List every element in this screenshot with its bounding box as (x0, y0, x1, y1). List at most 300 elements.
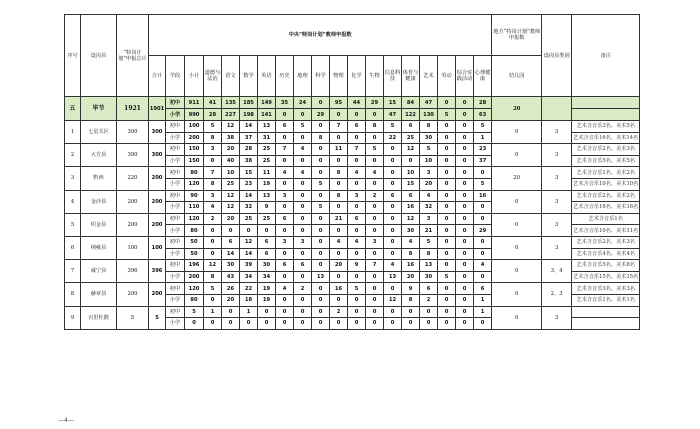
remark-note (572, 306, 640, 318)
subject-count: 0 (222, 318, 240, 330)
subject-count: 0 (348, 225, 366, 237)
central-total: 5 (149, 306, 166, 329)
subject-count: 5 (348, 283, 366, 295)
subject-count: 19 (258, 294, 276, 306)
header-local-title: 地方“特岗计划”教师申报数 (492, 15, 542, 56)
subject-count: 30 (402, 225, 420, 237)
subject-count: 8 (420, 248, 438, 260)
subject-count: 1 (474, 132, 492, 144)
subject-count: 0 (438, 236, 456, 248)
header-total: 合计 (149, 56, 166, 97)
subject-count: 0 (312, 167, 330, 179)
central-total: 200 (149, 283, 166, 306)
remark-note: 艺术含音乐16名、美术14名 (572, 132, 640, 144)
header-row (65, 15, 640, 56)
county-row (65, 306, 640, 318)
central-total: 200 (149, 190, 166, 213)
stage-subtotal: 150 (185, 155, 204, 167)
subject-count: 0 (456, 260, 474, 272)
subject-count: 0 (456, 109, 474, 121)
school-stage: 初中 (166, 236, 185, 248)
school-stage: 小学 (166, 248, 185, 260)
header-subject: 生物 (366, 56, 384, 97)
subject-count: 0 (438, 260, 456, 272)
subject-count: 13 (312, 271, 330, 283)
subject-count: 19 (258, 178, 276, 190)
subject-count: 0 (456, 236, 474, 248)
subject-count: 0 (294, 271, 312, 283)
subject-count: 0 (312, 260, 330, 272)
subject-count: 9 (258, 202, 276, 214)
central-total: 300 (149, 144, 166, 167)
subject-count: 3 (276, 236, 294, 248)
county-class: 2、3 (542, 283, 572, 306)
grand-total: 1921 (117, 97, 149, 121)
county-class: 3 (542, 190, 572, 213)
subject-count: 0 (294, 225, 312, 237)
subject-count: 0 (438, 167, 456, 179)
county-name: 纳雍县 (81, 236, 117, 259)
header-subject: 英语 (258, 56, 276, 97)
subject-count: 0 (276, 202, 294, 214)
subject-count: 13 (384, 271, 402, 283)
subject-count: 31 (258, 132, 276, 144)
subject-count: 24 (294, 97, 312, 109)
subject-count: 6 (420, 283, 438, 295)
subject-count: 0 (438, 178, 456, 190)
subject-count: 4 (474, 260, 492, 272)
subject-count: 12 (402, 144, 420, 156)
subject-count: 5 (384, 121, 402, 133)
school-stage: 小学 (166, 271, 185, 283)
subject-count: 0 (474, 236, 492, 248)
remark-note (572, 109, 640, 121)
subject-count: 3 (420, 213, 438, 225)
subject-count: 9 (348, 260, 366, 272)
subject-count: 5 (420, 236, 438, 248)
subject-count: 4 (420, 190, 438, 202)
grand-total: 200 (117, 213, 149, 236)
subject-count: 0 (222, 225, 240, 237)
school-stage: 初中 (166, 283, 185, 295)
subject-count: 0 (438, 213, 456, 225)
county-name: 金沙县 (81, 190, 117, 213)
central-total: 200 (149, 213, 166, 236)
kindergarten-count: 0 (492, 236, 542, 259)
subject-count: 0 (294, 306, 312, 318)
county-name: 毕节 (81, 97, 117, 121)
subject-count: 25 (222, 178, 240, 190)
subject-count: 0 (456, 306, 474, 318)
subject-count: 25 (258, 144, 276, 156)
county-class (542, 97, 572, 121)
subject-count: 0 (384, 248, 402, 260)
subject-count: 47 (384, 109, 402, 121)
school-stage: 初中 (166, 97, 185, 109)
subject-count: 6 (276, 213, 294, 225)
subject-count: 0 (438, 121, 456, 133)
subject-count: 34 (240, 271, 258, 283)
kindergarten-count: 20 (492, 97, 542, 121)
subject-count: 8 (312, 132, 330, 144)
subject-count: 6 (348, 121, 366, 133)
subject-count: 19 (258, 283, 276, 295)
school-stage: 初中 (166, 306, 185, 318)
subject-count: 5 (420, 144, 438, 156)
kindergarten-count: 0 (492, 306, 542, 329)
subject-count: 6 (294, 260, 312, 272)
subject-count: 0 (438, 283, 456, 295)
subject-count: 8 (330, 190, 348, 202)
subject-count: 7 (276, 144, 294, 156)
subject-count: 0 (366, 202, 384, 214)
remark-note: 艺术含音乐10名、美术10名 (572, 178, 640, 190)
header-subject: 艺术 (420, 56, 438, 97)
subject-count: 30 (258, 260, 276, 272)
subject-count: 37 (240, 132, 258, 144)
subject-count: 16 (330, 283, 348, 295)
header-no: 序号 (65, 15, 81, 97)
subject-count: 8 (366, 121, 384, 133)
subject-count: 141 (258, 109, 276, 121)
subject-count: 122 (402, 109, 420, 121)
subject-count: 2 (294, 283, 312, 295)
subject-count: 14 (222, 248, 240, 260)
subject-count: 12 (222, 202, 240, 214)
subject-count: 0 (312, 306, 330, 318)
subject-count: 15 (240, 167, 258, 179)
subject-count: 0 (474, 318, 492, 330)
subject-count: 0 (438, 155, 456, 167)
grand-total: 200 (117, 283, 149, 306)
subject-count: 13 (258, 190, 276, 202)
subject-count: 41 (204, 97, 222, 109)
school-stage: 小学 (166, 225, 185, 237)
subject-count: 0 (348, 155, 366, 167)
subject-count: 29 (366, 97, 384, 109)
subject-count: 3 (294, 236, 312, 248)
subject-count: 0 (330, 178, 348, 190)
subject-count: 0 (312, 318, 330, 330)
header-subject: 综合实践活动 (456, 56, 474, 97)
county-row (65, 260, 640, 272)
subject-count: 0 (456, 271, 474, 283)
row-number: 9 (65, 306, 81, 329)
subject-count: 20 (222, 294, 240, 306)
subject-count: 0 (456, 167, 474, 179)
subject-count: 4 (348, 167, 366, 179)
subject-count: 0 (456, 248, 474, 260)
subject-count: 0 (366, 155, 384, 167)
subject-count: 8 (330, 167, 348, 179)
county-class: 3 (542, 306, 572, 329)
subject-count: 0 (294, 178, 312, 190)
subject-count: 9 (402, 283, 420, 295)
stage-subtotal: 200 (185, 271, 204, 283)
subject-count: 0 (456, 202, 474, 214)
subject-count: 37 (474, 155, 492, 167)
subject-count: 5 (204, 121, 222, 133)
subject-count: 32 (240, 202, 258, 214)
subject-count: 0 (312, 236, 330, 248)
school-stage: 初中 (166, 260, 185, 272)
school-stage: 初中 (166, 144, 185, 156)
subject-count: 0 (204, 248, 222, 260)
stage-subtotal: 80 (185, 225, 204, 237)
subject-count: 8 (402, 294, 420, 306)
subject-count: 0 (456, 97, 474, 109)
subject-count: 0 (384, 167, 402, 179)
subject-count: 8 (204, 132, 222, 144)
subject-count: 0 (366, 318, 384, 330)
subject-count: 0 (420, 318, 438, 330)
remark-note: 艺术含音乐2名、美术3名 (572, 144, 640, 156)
grand-total: 396 (117, 260, 149, 283)
header-subject: 科学 (312, 56, 330, 97)
subject-count: 5 (294, 121, 312, 133)
subject-count: 0 (366, 283, 384, 295)
subject-count: 30 (420, 271, 438, 283)
subject-count: 0 (456, 144, 474, 156)
subject-count: 0 (330, 109, 348, 121)
subject-count: 227 (222, 109, 240, 121)
subject-count: 25 (258, 213, 276, 225)
county-row (65, 144, 640, 156)
subject-count: 95 (330, 97, 348, 109)
subject-count: 0 (384, 155, 402, 167)
county-name: 百里杜鹃 (81, 306, 117, 329)
subject-count: 0 (276, 248, 294, 260)
county-class: 3 (542, 144, 572, 167)
subject-count: 0 (438, 202, 456, 214)
subject-count: 22 (384, 132, 402, 144)
subject-count: 0 (294, 294, 312, 306)
grand-total: 300 (117, 121, 149, 144)
stage-subtotal: 120 (185, 283, 204, 295)
subject-count: 8 (204, 178, 222, 190)
row-number: 1 (65, 121, 81, 144)
remark-note: 艺术含音乐3名、美术5名 (572, 121, 640, 133)
subject-count: 0 (258, 225, 276, 237)
stage-subtotal: 120 (185, 213, 204, 225)
subject-count: 43 (222, 271, 240, 283)
kindergarten-count: 0 (492, 144, 542, 167)
subject-count: 5 (474, 121, 492, 133)
subject-count: 0 (456, 121, 474, 133)
subject-count: 12 (402, 213, 420, 225)
subject-count: 7 (204, 167, 222, 179)
subject-count: 0 (384, 202, 402, 214)
subject-count: 0 (348, 248, 366, 260)
subject-count: 0 (330, 202, 348, 214)
header-subject: 化学 (348, 56, 366, 97)
subject-count: 2 (204, 213, 222, 225)
subject-count: 0 (474, 167, 492, 179)
subject-count: 0 (474, 248, 492, 260)
subject-count: 0 (348, 202, 366, 214)
subject-count: 18 (240, 294, 258, 306)
subject-count: 38 (222, 132, 240, 144)
county-name: 黔西 (81, 167, 117, 190)
header-subject: 体育与健康 (402, 56, 420, 97)
subject-count: 30 (222, 260, 240, 272)
summary-row (65, 97, 640, 109)
grand-total: 220 (117, 167, 149, 190)
school-stage: 小学 (166, 294, 185, 306)
subject-count: 0 (366, 213, 384, 225)
subject-count: 47 (420, 97, 438, 109)
remark-note (572, 318, 640, 330)
school-stage: 小学 (166, 202, 185, 214)
subject-count: 1 (240, 306, 258, 318)
grand-total: 200 (117, 190, 149, 213)
subject-count: 7 (330, 121, 348, 133)
county-row (65, 121, 640, 133)
subject-count: 2 (330, 306, 348, 318)
subject-count: 0 (438, 306, 456, 318)
subject-count: 0 (330, 155, 348, 167)
subject-count: 0 (348, 271, 366, 283)
subject-count: 0 (330, 271, 348, 283)
subject-count: 8 (402, 248, 420, 260)
subject-count: 6 (348, 213, 366, 225)
subject-count: 20 (222, 144, 240, 156)
central-total: 200 (149, 167, 166, 190)
subject-count: 0 (438, 248, 456, 260)
row-number: 3 (65, 167, 81, 190)
subject-count: 3 (204, 190, 222, 202)
county-row (65, 283, 640, 295)
subject-count: 20 (222, 213, 240, 225)
subject-count: 0 (438, 144, 456, 156)
subject-count: 16 (474, 190, 492, 202)
subject-count: 135 (222, 97, 240, 109)
header-remark: 备注 (572, 15, 640, 97)
county-class: 3 (542, 236, 572, 259)
subject-count: 0 (456, 213, 474, 225)
subject-count: 4 (294, 144, 312, 156)
page-number: —4— (58, 417, 74, 424)
subject-count: 0 (204, 225, 222, 237)
subject-count: 130 (420, 109, 438, 121)
subject-count: 1 (474, 306, 492, 318)
subject-count: 39 (240, 260, 258, 272)
row-number: 4 (65, 190, 81, 213)
quota-table-sheet (64, 14, 639, 330)
subject-count: 0 (294, 190, 312, 202)
subject-count: 0 (438, 190, 456, 202)
subject-count: 0 (366, 109, 384, 121)
subject-count: 0 (330, 248, 348, 260)
header-subject: 物理 (330, 56, 348, 97)
subject-count: 0 (366, 248, 384, 260)
subject-count: 13 (420, 260, 438, 272)
subject-count: 0 (438, 132, 456, 144)
subject-count: 25 (258, 155, 276, 167)
header-subject: 道德与法治 (204, 56, 222, 97)
subject-count: 26 (222, 283, 240, 295)
header-subject: 地理 (294, 56, 312, 97)
subject-count: 22 (240, 283, 258, 295)
central-total: 396 (149, 260, 166, 283)
header-subject: 历史 (276, 56, 294, 97)
subject-count: 4 (384, 260, 402, 272)
subject-count: 0 (312, 283, 330, 295)
county-name: 赫章县 (81, 283, 117, 306)
county-name: 大方县 (81, 144, 117, 167)
subject-count: 5 (438, 109, 456, 121)
kindergarten-count: 0 (492, 260, 542, 283)
subject-count: 4 (402, 236, 420, 248)
header-county-class: 设岗县类别 (542, 15, 572, 97)
subject-count: 5 (204, 283, 222, 295)
subject-count: 15 (402, 178, 420, 190)
grand-total: 300 (117, 144, 149, 167)
subject-count: 0 (384, 225, 402, 237)
subject-count: 0 (276, 318, 294, 330)
subject-count: 29 (474, 225, 492, 237)
subject-count: 0 (384, 283, 402, 295)
school-stage: 小学 (166, 132, 185, 144)
subject-count: 16 (402, 202, 420, 214)
subject-count: 0 (330, 132, 348, 144)
kindergarten-count: 0 (492, 190, 542, 213)
subject-count: 0 (222, 306, 240, 318)
subject-count: 84 (402, 97, 420, 109)
remark-note (572, 97, 640, 109)
subject-count: 12 (384, 294, 402, 306)
subject-count: 0 (258, 306, 276, 318)
subject-count: 0 (240, 225, 258, 237)
subject-count: 0 (456, 225, 474, 237)
school-stage: 初中 (166, 190, 185, 202)
subject-count: 6 (258, 236, 276, 248)
subject-count: 0 (348, 178, 366, 190)
subject-count: 0 (366, 132, 384, 144)
subject-count: 0 (348, 306, 366, 318)
subject-count: 0 (366, 306, 384, 318)
stage-subtotal: 150 (185, 144, 204, 156)
subject-count: 0 (294, 248, 312, 260)
subject-count: 3 (348, 190, 366, 202)
subject-count: 0 (294, 318, 312, 330)
subject-count: 0 (276, 109, 294, 121)
subject-count: 0 (384, 318, 402, 330)
subject-count: 0 (240, 318, 258, 330)
remark-note: 艺术含音乐1名、美术2名 (572, 167, 640, 179)
subject-count: 0 (294, 155, 312, 167)
stage-subtotal: 196 (185, 260, 204, 272)
subject-count: 0 (276, 178, 294, 190)
county-class: 3 (542, 167, 572, 190)
header-central-title: 中央“特岗计划”教师申报数 (149, 15, 492, 56)
remark-note: 艺术含音乐4名、美术4名 (572, 248, 640, 260)
subject-count: 10 (402, 167, 420, 179)
header-school-stage: 学段 (166, 56, 185, 97)
subject-count: 2 (420, 294, 438, 306)
subject-count: 5 (438, 271, 456, 283)
subject-count: 0 (312, 121, 330, 133)
subject-count: 3 (420, 167, 438, 179)
subject-count: 0 (294, 132, 312, 144)
subject-count: 7 (366, 260, 384, 272)
subject-count: 5 (312, 178, 330, 190)
county-name: 七星关区 (81, 121, 117, 144)
school-stage: 初中 (166, 121, 185, 133)
kindergarten-count: 0 (492, 213, 542, 236)
subject-count: 6 (384, 190, 402, 202)
subject-count: 0 (456, 132, 474, 144)
